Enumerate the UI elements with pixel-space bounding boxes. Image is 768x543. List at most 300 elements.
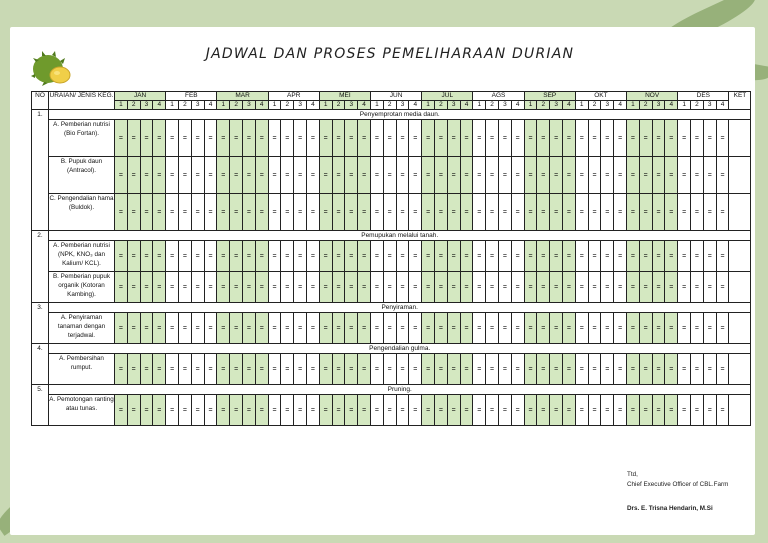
month-header: SEP: [524, 92, 575, 101]
section-number: 3.: [32, 303, 49, 344]
schedule-mark: =: [550, 272, 563, 303]
schedule-mark: =: [358, 395, 371, 426]
schedule-mark: =: [255, 354, 268, 385]
schedule-mark: =: [614, 354, 627, 385]
schedule-mark: =: [486, 272, 499, 303]
schedule-mark: =: [537, 272, 550, 303]
week-header: 1: [575, 101, 588, 110]
week-header: 4: [614, 101, 627, 110]
schedule-mark: =: [716, 395, 729, 426]
schedule-mark: =: [422, 241, 435, 272]
ket-cell: [729, 272, 751, 303]
schedule-mark: =: [601, 157, 614, 194]
schedule-mark: =: [511, 313, 524, 344]
schedule-mark: =: [691, 120, 704, 157]
schedule-mark: =: [230, 354, 243, 385]
schedule-mark: =: [217, 194, 230, 231]
schedule-mark: =: [524, 395, 537, 426]
schedule-mark: =: [473, 354, 486, 385]
schedule-mark: =: [601, 194, 614, 231]
schedule-mark: =: [191, 354, 204, 385]
schedule-mark: =: [665, 241, 678, 272]
schedule-mark: =: [563, 157, 576, 194]
schedule-mark: =: [703, 194, 716, 231]
activity-label: A. Pemberian nutrisi (Bio Fortan).: [49, 120, 115, 157]
schedule-mark: =: [639, 395, 652, 426]
week-header: 3: [396, 101, 409, 110]
schedule-mark: =: [204, 313, 217, 344]
schedule-mark: =: [652, 313, 665, 344]
schedule-mark: =: [166, 120, 179, 157]
schedule-mark: =: [627, 354, 640, 385]
schedule-mark: =: [627, 313, 640, 344]
schedule-mark: =: [255, 194, 268, 231]
week-header: 4: [307, 101, 320, 110]
week-header: 2: [127, 101, 140, 110]
schedule-mark: =: [435, 157, 448, 194]
schedule-mark: =: [294, 194, 307, 231]
schedule-mark: =: [294, 313, 307, 344]
schedule-mark: =: [639, 354, 652, 385]
durian-icon: [30, 48, 74, 86]
schedule-mark: =: [652, 194, 665, 231]
schedule-mark: =: [627, 157, 640, 194]
schedule-mark: =: [550, 241, 563, 272]
schedule-mark: =: [204, 395, 217, 426]
schedule-mark: =: [307, 395, 320, 426]
schedule-mark: =: [204, 272, 217, 303]
schedule-mark: =: [409, 354, 422, 385]
schedule-mark: =: [281, 313, 294, 344]
schedule-mark: =: [319, 395, 332, 426]
schedule-mark: =: [396, 194, 409, 231]
schedule-mark: =: [524, 120, 537, 157]
ket-cell: [729, 157, 751, 194]
schedule-mark: =: [191, 157, 204, 194]
schedule-mark: =: [294, 241, 307, 272]
schedule-mark: =: [358, 120, 371, 157]
activity-row: [32, 272, 751, 303]
schedule-mark: =: [396, 272, 409, 303]
schedule-mark: =: [371, 395, 384, 426]
schedule-mark: =: [460, 241, 473, 272]
section-title: Pengendalian gulma.: [49, 344, 751, 354]
schedule-mark: =: [627, 194, 640, 231]
schedule-mark: =: [486, 241, 499, 272]
schedule-mark: =: [140, 194, 153, 231]
week-header: 2: [588, 101, 601, 110]
schedule-mark: =: [614, 194, 627, 231]
week-header: 3: [601, 101, 614, 110]
week-header: 3: [140, 101, 153, 110]
week-header: 4: [665, 101, 678, 110]
schedule-mark: =: [345, 313, 358, 344]
week-header: 4: [511, 101, 524, 110]
section-title: Pemupukan melalui tanah.: [49, 231, 751, 241]
schedule-mark: =: [588, 157, 601, 194]
week-header: 2: [230, 101, 243, 110]
schedule-mark: =: [115, 272, 128, 303]
schedule-mark: =: [678, 157, 691, 194]
schedule-mark: =: [166, 157, 179, 194]
schedule-mark: =: [665, 313, 678, 344]
schedule-mark: =: [575, 194, 588, 231]
activity-label: A. Penyiraman tanaman dengan terjadwal.: [49, 313, 115, 344]
schedule-mark: =: [588, 354, 601, 385]
activity-row: [32, 313, 751, 344]
week-header: 4: [716, 101, 729, 110]
schedule-mark: =: [153, 194, 166, 231]
schedule-mark: =: [703, 395, 716, 426]
schedule-mark: =: [422, 157, 435, 194]
schedule-mark: =: [422, 272, 435, 303]
schedule-mark: =: [716, 194, 729, 231]
schedule-mark: =: [166, 241, 179, 272]
schedule-mark: =: [255, 313, 268, 344]
section-number: 2.: [32, 231, 49, 303]
schedule-mark: =: [345, 194, 358, 231]
schedule-mark: =: [435, 120, 448, 157]
schedule-mark: =: [217, 157, 230, 194]
schedule-mark: =: [422, 194, 435, 231]
schedule-mark: =: [691, 157, 704, 194]
schedule-mark: =: [243, 120, 256, 157]
activity-row: [32, 157, 751, 194]
schedule-mark: =: [511, 194, 524, 231]
schedule-mark: =: [409, 313, 422, 344]
schedule-mark: =: [345, 120, 358, 157]
week-header: 2: [691, 101, 704, 110]
section-number: 4.: [32, 344, 49, 385]
schedule-mark: =: [140, 354, 153, 385]
schedule-mark: =: [230, 313, 243, 344]
schedule-mark: =: [204, 354, 217, 385]
schedule-mark: =: [166, 194, 179, 231]
week-header: 4: [153, 101, 166, 110]
schedule-mark: =: [691, 354, 704, 385]
schedule-mark: =: [716, 241, 729, 272]
schedule-mark: =: [371, 241, 384, 272]
schedule-mark: =: [396, 354, 409, 385]
schedule-mark: =: [166, 395, 179, 426]
schedule-mark: =: [332, 313, 345, 344]
week-header: 3: [499, 101, 512, 110]
schedule-mark: =: [639, 313, 652, 344]
week-header: 2: [639, 101, 652, 110]
schedule-mark: =: [383, 241, 396, 272]
schedule-mark: =: [563, 395, 576, 426]
schedule-mark: =: [358, 272, 371, 303]
schedule-mark: =: [409, 272, 422, 303]
week-header: 3: [550, 101, 563, 110]
week-header: 1: [678, 101, 691, 110]
schedule-mark: =: [255, 241, 268, 272]
schedule-mark: =: [460, 194, 473, 231]
schedule-mark: =: [473, 313, 486, 344]
schedule-mark: =: [371, 313, 384, 344]
schedule-mark: =: [243, 272, 256, 303]
schedule-mark: =: [332, 395, 345, 426]
signature-place: Ttd,: [627, 471, 638, 478]
page-title: JADWAL DAN PROSES PEMELIHARAAN DURIAN: [205, 46, 575, 62]
schedule-mark: =: [691, 395, 704, 426]
schedule-mark: =: [524, 157, 537, 194]
schedule-mark: =: [255, 120, 268, 157]
section-title: Penyiraman.: [49, 303, 751, 313]
week-header: 1: [319, 101, 332, 110]
schedule-mark: =: [191, 272, 204, 303]
schedule-mark: =: [550, 120, 563, 157]
schedule-mark: =: [383, 354, 396, 385]
activity-label: A. Pemberian nutrisi (NPK, KNO₃ dan Kalium/ KCL).: [49, 241, 115, 272]
schedule-mark: =: [588, 120, 601, 157]
schedule-mark: =: [524, 313, 537, 344]
month-header: APR: [268, 92, 319, 101]
schedule-mark: =: [588, 194, 601, 231]
schedule-mark: =: [435, 395, 448, 426]
schedule-mark: =: [294, 157, 307, 194]
week-header: 2: [332, 101, 345, 110]
schedule-mark: =: [691, 194, 704, 231]
schedule-mark: =: [499, 157, 512, 194]
section-number: 5.: [32, 385, 49, 426]
schedule-mark: =: [153, 157, 166, 194]
ket-cell: [729, 354, 751, 385]
schedule-mark: =: [281, 120, 294, 157]
schedule-mark: =: [524, 354, 537, 385]
schedule-mark: =: [345, 241, 358, 272]
schedule-table: [31, 91, 751, 426]
schedule-mark: =: [588, 241, 601, 272]
schedule-mark: =: [115, 194, 128, 231]
signature-name: Drs. E. Trisna Hendarin, M.Si: [627, 505, 713, 512]
schedule-mark: =: [268, 354, 281, 385]
week-header: 1: [473, 101, 486, 110]
schedule-mark: =: [409, 241, 422, 272]
schedule-mark: =: [191, 194, 204, 231]
activity-row: [32, 194, 751, 231]
schedule-mark: =: [396, 157, 409, 194]
week-header: 4: [204, 101, 217, 110]
schedule-mark: =: [473, 272, 486, 303]
schedule-mark: =: [563, 194, 576, 231]
schedule-mark: =: [191, 241, 204, 272]
schedule-mark: =: [371, 194, 384, 231]
schedule-mark: =: [409, 395, 422, 426]
schedule-mark: =: [255, 157, 268, 194]
schedule-mark: =: [127, 395, 140, 426]
schedule-mark: =: [217, 313, 230, 344]
schedule-mark: =: [217, 395, 230, 426]
schedule-mark: =: [691, 241, 704, 272]
schedule-mark: =: [460, 272, 473, 303]
schedule-mark: =: [166, 313, 179, 344]
schedule-mark: =: [127, 120, 140, 157]
schedule-mark: =: [665, 157, 678, 194]
week-header: 2: [435, 101, 448, 110]
schedule-mark: =: [703, 157, 716, 194]
schedule-mark: =: [716, 354, 729, 385]
week-header: 3: [345, 101, 358, 110]
schedule-mark: =: [422, 313, 435, 344]
schedule-mark: =: [716, 272, 729, 303]
schedule-mark: =: [383, 272, 396, 303]
schedule-mark: =: [409, 120, 422, 157]
month-header: FEB: [166, 92, 217, 101]
schedule-mark: =: [140, 272, 153, 303]
schedule-mark: =: [473, 157, 486, 194]
schedule-mark: =: [678, 395, 691, 426]
schedule-mark: =: [665, 194, 678, 231]
schedule-mark: =: [614, 241, 627, 272]
schedule-mark: =: [550, 313, 563, 344]
schedule-mark: =: [396, 313, 409, 344]
schedule-mark: =: [627, 120, 640, 157]
schedule-mark: =: [703, 354, 716, 385]
schedule-mark: =: [639, 157, 652, 194]
schedule-mark: =: [652, 157, 665, 194]
schedule-mark: =: [473, 120, 486, 157]
schedule-mark: =: [115, 157, 128, 194]
schedule-mark: =: [179, 241, 192, 272]
activity-row: [32, 120, 751, 157]
schedule-mark: =: [281, 354, 294, 385]
schedule-mark: =: [268, 395, 281, 426]
schedule-mark: =: [204, 157, 217, 194]
schedule-mark: =: [268, 272, 281, 303]
schedule-mark: =: [691, 313, 704, 344]
week-header: 4: [409, 101, 422, 110]
schedule-mark: =: [153, 354, 166, 385]
schedule-mark: =: [550, 194, 563, 231]
schedule-mark: =: [153, 395, 166, 426]
schedule-mark: =: [230, 272, 243, 303]
schedule-mark: =: [319, 313, 332, 344]
schedule-mark: =: [473, 395, 486, 426]
schedule-mark: =: [307, 157, 320, 194]
schedule-mark: =: [435, 354, 448, 385]
schedule-mark: =: [307, 120, 320, 157]
schedule-mark: =: [588, 395, 601, 426]
schedule-mark: =: [307, 241, 320, 272]
week-header: 2: [383, 101, 396, 110]
schedule-mark: =: [435, 272, 448, 303]
schedule-mark: =: [678, 194, 691, 231]
schedule-mark: =: [345, 354, 358, 385]
schedule-mark: =: [127, 272, 140, 303]
schedule-mark: =: [230, 157, 243, 194]
schedule-mark: =: [140, 241, 153, 272]
schedule-mark: =: [447, 313, 460, 344]
schedule-mark: =: [153, 120, 166, 157]
schedule-mark: =: [447, 194, 460, 231]
schedule-mark: =: [435, 241, 448, 272]
week-header: 1: [422, 101, 435, 110]
schedule-mark: =: [319, 157, 332, 194]
schedule-mark: =: [332, 194, 345, 231]
schedule-mark: =: [191, 313, 204, 344]
schedule-mark: =: [268, 157, 281, 194]
schedule-mark: =: [115, 354, 128, 385]
schedule-mark: =: [383, 157, 396, 194]
ket-cell: [729, 395, 751, 426]
schedule-mark: =: [550, 157, 563, 194]
schedule-mark: =: [460, 157, 473, 194]
schedule-mark: =: [678, 354, 691, 385]
schedule-mark: =: [140, 395, 153, 426]
schedule-mark: =: [115, 313, 128, 344]
signature-block: [627, 470, 728, 514]
schedule-mark: =: [230, 395, 243, 426]
month-header: AGS: [473, 92, 524, 101]
schedule-mark: =: [115, 395, 128, 426]
schedule-mark: =: [435, 194, 448, 231]
schedule-mark: =: [179, 313, 192, 344]
schedule-mark: =: [614, 395, 627, 426]
week-header: 1: [268, 101, 281, 110]
schedule-mark: =: [511, 354, 524, 385]
schedule-mark: =: [537, 241, 550, 272]
ket-cell: [729, 120, 751, 157]
schedule-mark: =: [332, 120, 345, 157]
section-title: Penyemprotan media daun.: [49, 110, 751, 120]
schedule-mark: =: [575, 313, 588, 344]
week-header: 3: [243, 101, 256, 110]
schedule-mark: =: [499, 194, 512, 231]
schedule-mark: =: [140, 120, 153, 157]
schedule-mark: =: [499, 313, 512, 344]
schedule-mark: =: [409, 157, 422, 194]
schedule-mark: =: [627, 395, 640, 426]
schedule-mark: =: [524, 194, 537, 231]
month-header: NOV: [627, 92, 678, 101]
schedule-mark: =: [358, 157, 371, 194]
schedule-mark: =: [537, 354, 550, 385]
schedule-mark: =: [255, 272, 268, 303]
schedule-mark: =: [127, 157, 140, 194]
schedule-mark: =: [703, 272, 716, 303]
schedule-mark: =: [179, 157, 192, 194]
schedule-mark: =: [639, 272, 652, 303]
schedule-mark: =: [665, 354, 678, 385]
schedule-mark: =: [191, 120, 204, 157]
schedule-mark: =: [563, 241, 576, 272]
schedule-mark: =: [345, 272, 358, 303]
schedule-mark: =: [460, 313, 473, 344]
schedule-mark: =: [217, 241, 230, 272]
schedule-mark: =: [230, 194, 243, 231]
schedule-mark: =: [460, 354, 473, 385]
week-header: 3: [703, 101, 716, 110]
schedule-mark: =: [140, 157, 153, 194]
schedule-mark: =: [204, 241, 217, 272]
schedule-mark: =: [473, 194, 486, 231]
week-header: 4: [460, 101, 473, 110]
schedule-mark: =: [294, 272, 307, 303]
schedule-mark: =: [396, 395, 409, 426]
header-ket: KET: [729, 92, 751, 110]
schedule-mark: =: [665, 395, 678, 426]
schedule-mark: =: [332, 241, 345, 272]
schedule-mark: =: [127, 194, 140, 231]
schedule-mark: =: [422, 120, 435, 157]
schedule-mark: =: [486, 354, 499, 385]
schedule-mark: =: [601, 241, 614, 272]
schedule-mark: =: [179, 354, 192, 385]
schedule-mark: =: [127, 241, 140, 272]
schedule-mark: =: [243, 313, 256, 344]
schedule-mark: =: [307, 313, 320, 344]
